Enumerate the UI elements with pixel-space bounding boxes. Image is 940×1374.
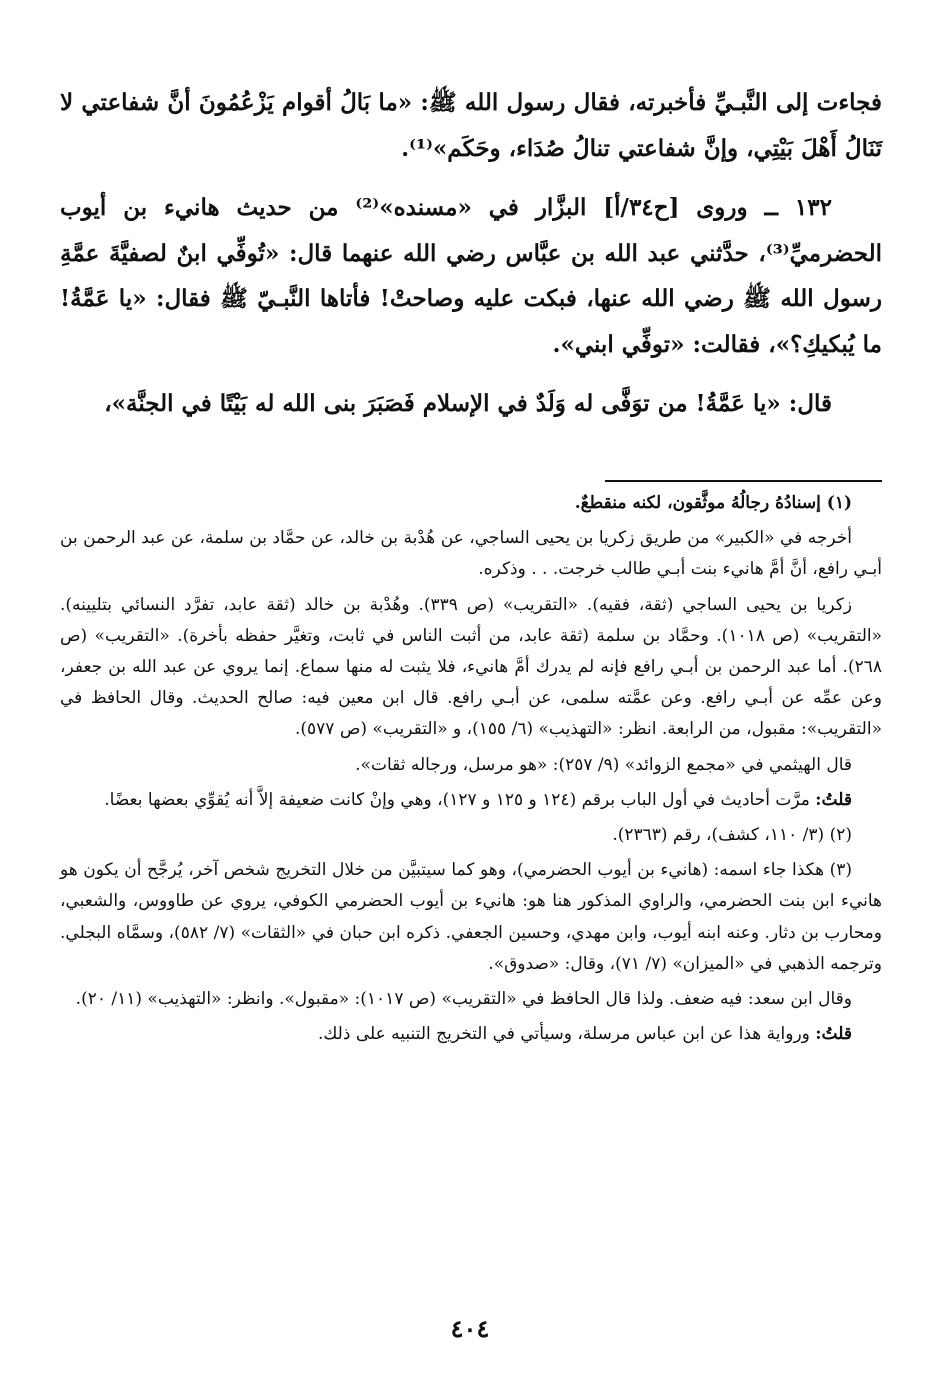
footnote-3	[60, 855, 882, 980]
footnote-text: (٣) هكذا جاء اسمه: (هانيء بن أيوب الحضرمي)، وهو كما سيتبيَّن من خلال التخريج شخص آخر، يُرجَّح أن يكون هو هانيء ابن بنت الحضرمي، والراوي المذكور هنا هو: هانيء بن أيوب الحضرمي الكوفي، يروي عن طاووس، والشعبي، ومحارب بن دثار. وعنه ابنه أيوب، وابن مهدي، وحسين الجعفي. ذكره ابن حبان في «الثقات» (٧/ ٥٨٢)، وسمَّاه البجلي. وترجمه الذهبي في «الميزان» (٧/ ٧١)، وقال: «صدوق».	[60, 860, 882, 974]
main-paragraph-1: فجاءت إلى النَّبـيِّ فأخبرته، فقال رسول الله ﷺ: «ما بَالُ أقوام يَزْعُمُونَ أنَّ شفاعتي لا تَنَالُ أَهْلَ بَيْتِي، وإنَّ شفاعتي تنالُ صُدَاء، وحَكَم»⁽¹⁾.	[60, 89, 882, 162]
footnote-text: مرَّت أحاديث في أول الباب برقم (١٢٤ و ١٢٥ و ١٢٧)، وهي وإنْ كانت ضعيفة إلاَّ أنه يُقوِّي بعضها بعضًا.	[104, 789, 816, 810]
footnote-text: زكريا بن يحيى الساجي (ثقة، فقيه). «التقريب» (ص ٣٣٩). وهُدْبة بن خالد (ثقة عابد، تفرَّد النسائي بتليينه). «التقريب» (ص ١٠١٨). وحمَّاد بن سلمة (ثقة عابد، من أثبت الناس في ثابت، وتغيَّر حفظه بأخرة). «التقريب» (ص ٢٦٨). أما عبد الرحمن بن أبـي رافع فإنه لم يدرك أمَّ هانيء، فلا يثبت له منها سماع. إنما يروي عن عبد الله بن جعفر، وعن عمِّه عن أبـي رافع. وعن عمَّته سلمى، عن أبـي رافع. قال ابن معين فيه: صالح الحديث. وقال الحافظ في «التقريب»: مقبول، من الرابعة. انظر: «التهذيب» (٦/ ١٥٥)، و «التقريب» (ص ٥٧٧).	[60, 594, 883, 740]
footnote-1-heading	[60, 488, 882, 519]
footnote-3-ibn-saad	[60, 984, 882, 1015]
main-paragraph-3: قال: «يا عَمَّةُ! من توَفَّى له وَلَدٌ في الإسلام فَصَبَرَ بنى الله له بَيْتًا في الجنَّة»،	[104, 390, 832, 417]
footnote-3-comment	[60, 1019, 882, 1050]
footnote-1-source	[60, 523, 882, 585]
page-number: ٤٠٤	[450, 1314, 490, 1343]
main-text	[60, 80, 882, 427]
footnote-2	[60, 820, 882, 851]
footnote-1-narrators	[60, 590, 882, 746]
footnotes	[60, 488, 882, 1050]
footnote-text: (١) إسنادُهُ رجالُهُ موثَّقون، لكنه منقطعٌ.	[574, 493, 852, 513]
footnote-text: ورواية هذا عن ابن عباس مرسلة، وسيأتي في التخريج التنبيه على ذلك.	[317, 1024, 816, 1045]
main-paragraph-hadith-132: ١٣٢ ــ وروى [ح٣٤/أ] البزَّار في «مسنده»⁽²⁾ من حديث هانيء بن أيوب الحضرميِّ⁽³⁾، حدَّثني عبد الله بن عبَّاس رضي الله عنهما قال: «تُوفِّي ابنٌ لصفيَّةَ عمَّةِ رسول الله ﷺ رضي الله عنها، فبكت عليه وصاحتْ! فأتاها النَّبـيّ ﷺ فقال: «يا عَمَّةُ! ما يُبكيكِ؟»، فقالت: «توفِّي ابني».	[60, 194, 882, 358]
footnote-text: أخرجه في «الكبير» من طريق زكريا بن يحيى الساجي، عن هُدْبة بن خالد، عن حمَّاد بن سلمة، عن عبد الرحمن بن أبـي رافع، أنَّ أمَّ هانيء بنت أبـي طالب خرجت. . . وذكره.	[60, 528, 882, 580]
footnote-1-comment	[60, 785, 882, 816]
footnote-lead: قلتُ:	[815, 1024, 852, 1045]
footnote-1-haythami	[60, 750, 882, 781]
footnote-text: قال الهيثمي في «مجمع الزوائد» (٩/ ٢٥٧): «هو مرسل، ورجاله ثقات».	[355, 754, 852, 775]
footnote-separator	[605, 480, 882, 482]
footnote-text: وقال ابن سعد: فيه ضعف. ولذا قال الحافظ في «التقريب» (ص ١٠١٧): «مقبول». وانظر: «التهذيب» (١١/ ٢٠).	[75, 989, 852, 1010]
footnote-text: (٢) (٣/ ١١٠، كشف)، رقم (٢٣٦٣).	[612, 825, 852, 846]
footnote-lead: قلتُ:	[815, 789, 852, 810]
